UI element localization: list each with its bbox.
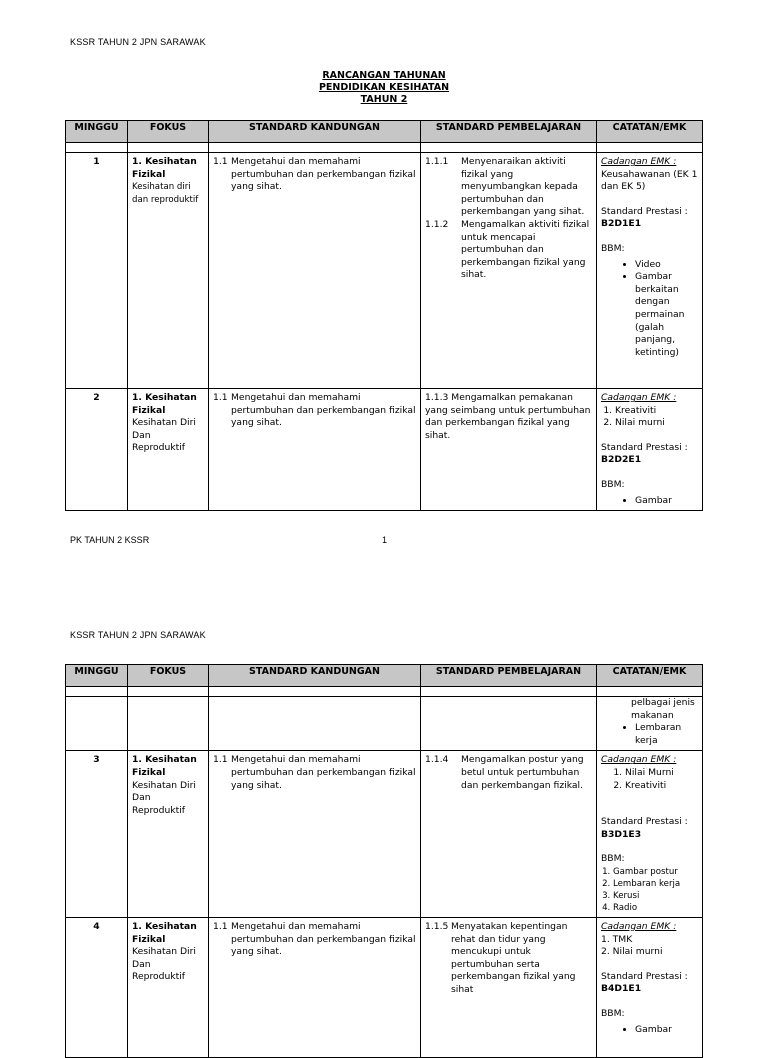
sk-text: Mengetahui dan memahami pertumbuhan dan perkembangan fizikal yang sihat. [231,920,416,958]
standard-kandungan-cell [209,389,421,511]
standard-prestasi-code: B2D2E1 [601,454,642,466]
fokus-cell [128,751,209,918]
week-number: 4 [66,917,128,1057]
fokus-cell [128,389,209,511]
sp-text: Menyenaraikan aktiviti fizikal yang menyumbangkan kepada pertumbuhan dan perkembangan yang sihat. [461,156,585,218]
bbm-label: BBM: [601,1007,625,1019]
sp-text: 1.1.3 Mengamalkan pemakanan yang seimbang untuk pertumbuhan dan perkembangan fizikal yang sihat. [425,392,591,441]
title-line-2: PENDIDIKAN KESIHATAN [318,82,450,93]
fokus-cell [128,917,209,1057]
page-2-header-note: KSSR TAHUN 2 JPN SARAWAK [70,630,206,640]
emk-item: 1. Nilai Murni [625,767,698,780]
catatan-emk-cell [597,697,703,751]
bbm-item: • Lembaran kerja [635,722,698,747]
standard-prestasi-label: Standard Prestasi : [601,816,688,828]
fokus-title: 1. Kesihatan Fizikal [132,920,197,945]
table-header-row [66,121,703,143]
bbm-item: • Gambar berkaitan dengan permainan (galah panjang, ketinting) [635,271,698,359]
bbm-label: BBM: [601,478,625,490]
sp-number: 1.1.4 [425,754,449,766]
sp-number: 1.1.1 [425,156,449,167]
catatan-emk-cell [597,153,703,389]
standard-prestasi-label: Standard Prestasi : [601,205,688,217]
sk-text: Mengetahui dan memahami pertumbuhan dan perkembangan fizikal yang sihat. [231,156,416,193]
standard-prestasi-code: B2D1E1 [601,218,642,230]
standard-kandungan-cell [209,153,421,389]
page-footer-label: PK TAHUN 2 KSSR [70,535,150,545]
catatan-emk-cell [597,917,703,1057]
standard-kandungan-cell [209,917,421,1057]
standard-pembelajaran-cell [421,751,597,918]
standard-prestasi-code: B4D1E1 [601,983,642,995]
table-row [66,389,703,511]
bbm-item: 3. Kerusi [613,890,698,902]
fokus-subtitle: Kesihatan Diri Dan Reproduktif [132,946,196,983]
fokus-cell [128,153,209,389]
emk-label: Cadangan EMK : [601,392,677,403]
page-header-note: KSSR TAHUN 2 JPN SARAWAK [70,37,206,47]
col-header-standard-pembelajaran: STANDARD PEMBELAJARAN [421,121,597,143]
col-header-catatan-emk: CATATAN/EMK [597,665,703,687]
sk-text: Mengetahui dan memahami pertumbuhan dan perkembangan fizikal yang sihat. [231,392,416,429]
standard-prestasi-label: Standard Prestasi : [601,970,688,982]
bbm-item: • Gambar [635,495,698,508]
emk-label: Cadangan EMK : [601,920,677,932]
sk-number: 1.1 [213,392,228,403]
bbm-item: 2. Lembaran kerja [613,878,698,890]
table-row [66,751,703,918]
emk-item: 2. Nilai murni [615,417,698,430]
sp-number: 1.1.2 [425,218,449,230]
fokus-title: 1. Kesihatan Fizikal [132,754,197,778]
col-header-standard-kandungan: STANDARD KANDUNGAN [209,121,421,143]
table-row [66,153,703,389]
document-title [0,70,768,106]
emk-item: 2. Kreativiti [625,780,698,793]
table-row [66,917,703,1057]
bbm-item: • Gambar [635,1024,698,1037]
title-line-3: TAHUN 2 [360,94,408,105]
page-number: 1 [382,535,388,545]
col-header-fokus: FOKUS [128,665,209,687]
continued-bbm-text: pelbagai jenis makanan [631,697,695,721]
emk-label: Cadangan EMK : [601,156,677,167]
plan-table-page-2 [65,664,703,1058]
week-number: 3 [66,751,128,918]
bbm-item: 4. Radio [613,902,698,914]
emk-item: 1. Kreativiti [615,405,698,418]
catatan-emk-cell [597,389,703,511]
standard-prestasi-code: B3D1E3 [601,828,642,840]
week-number: 1 [66,153,128,389]
fokus-title: 1. Kesihatan Fizikal [132,156,197,180]
sk-number: 1.1 [213,920,228,932]
sp-text: Mengamalkan aktiviti fizikal untuk mencapai pertumbuhan dan perkembangan fizikal yang sihat. [461,218,590,281]
fokus-subtitle: Kesihatan Diri Dan Reproduktif [132,779,196,816]
emk-label: Cadangan EMK : [601,754,677,766]
sk-number: 1.1 [213,754,228,766]
fokus-title: 1. Kesihatan Fizikal [132,392,197,416]
col-header-standard-kandungan: STANDARD KANDUNGAN [209,665,421,687]
standard-kandungan-cell [209,751,421,918]
week-number: 2 [66,389,128,511]
bbm-item: • Video [635,259,698,272]
col-header-standard-pembelajaran: STANDARD PEMBELAJARAN [421,665,597,687]
fokus-subtitle: Kesihatan diri dan reproduktif [132,182,199,205]
sk-text: Mengetahui dan memahami pertumbuhan dan perkembangan fizikal yang sihat. [231,754,416,791]
col-header-minggu: MINGGU [66,121,128,143]
sk-number: 1.1 [213,156,228,167]
bbm-item: 1. Gambar postur [613,866,698,878]
standard-pembelajaran-cell [421,917,597,1057]
col-header-minggu: MINGGU [66,665,128,687]
col-header-catatan-emk: CATATAN/EMK [597,121,703,143]
sp-text: Menyatakan kepentingan rehat dan tidur yang mencukupi untuk pertumbuhan serta perkembangan fizikal yang sihat [451,920,576,995]
bbm-label: BBM: [601,853,625,865]
title-line-1: RANCANGAN TAHUNAN [322,70,446,81]
col-header-fokus: FOKUS [128,121,209,143]
sp-text: Mengamalkan postur yang betul untuk pertumbuhan dan perkembangan fizikal. [461,754,584,791]
sp-number: 1.1.5 [425,920,449,932]
table-row-continued [66,697,703,751]
emk-text: Keusahawanan (EK 1 dan EK 5) [601,168,698,193]
standard-pembelajaran-cell [421,153,597,389]
bbm-label: BBM: [601,242,625,254]
emk-item: 2. Nilai murni [601,946,663,958]
standard-prestasi-label: Standard Prestasi : [601,441,688,453]
table-header-row [66,665,703,687]
plan-table-page-1 [65,120,703,511]
emk-item: 1. TMK [601,933,633,945]
catatan-emk-cell [597,751,703,918]
fokus-subtitle: Kesihatan Diri Dan Reproduktif [132,417,196,454]
standard-pembelajaran-cell [421,389,597,511]
